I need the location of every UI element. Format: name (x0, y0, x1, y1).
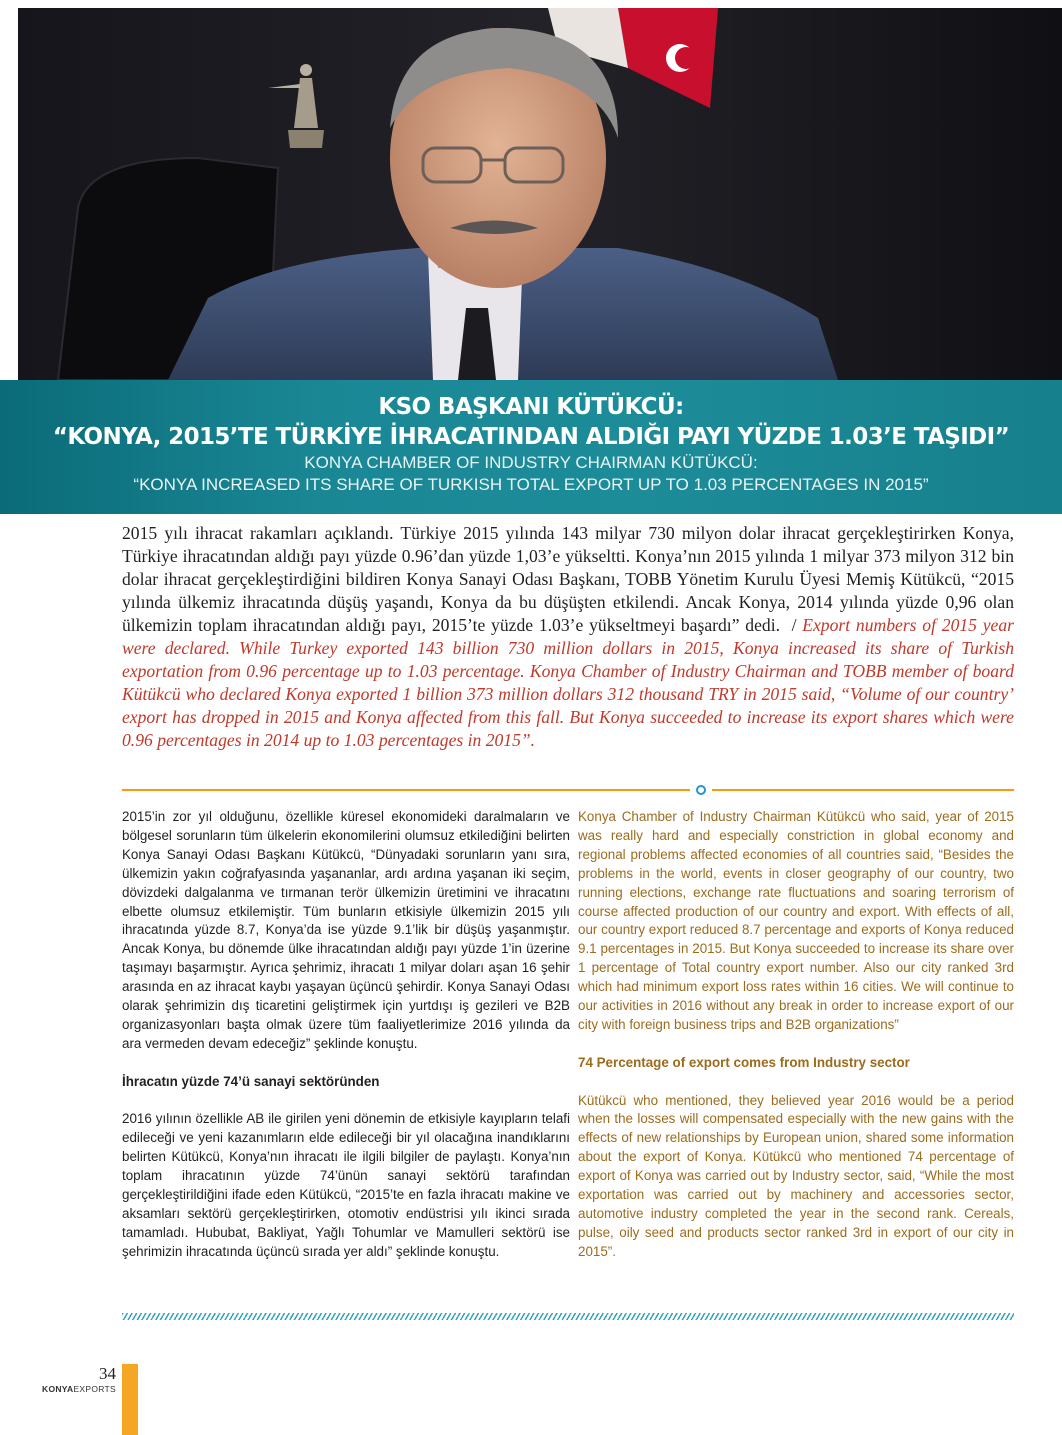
turkish-paragraph-2: 2016 yılının özellikle AB ile girilen yeni dönemin de etkisiyle kayıpların telafi edileceği ve yeni kazanımların elde edileceği bir yıl olacağına inandıklarını belirten Kütükcü, Konya’nın ihracatı ile ilgili bilgiler de paylaştı. Konya’nın toplam ihracatının yüzde 74’ünün sanayi sektörü tarafından gerçekleştirildiğini ifade eden Kütükcü, “2015’te en fazla ihracatı makine ve aksamları sektörü gerçekleştirirken, otomotiv endüstrisi yılı ikinci sırada tamamladı. Hububat, Bakliyat, Yağlı Tohumlar ve Mamulleri sektörü ise şehrimizin ihracatında üçüncü sırada yer aldı” şeklinde konuştu. (122, 1111, 570, 1259)
intro-english: Export numbers of 2015 year were declared. While Turkey exported 143 billion 730 million dollars in 2015, Konya increased its share of Turkish exportation from 0.96 percentage up to 1.03 percentage. Konya Chamber of Industry Chairman and TOBB member of board Kütükcü who declared Konya exported 1 billion 373 million dollars 312 thousand TRY in 2015 said, “Volume of our country’ export has dropped in 2015 and Konya affected from this fall. But Konya succeeded to increase its export shares which were 0.96 percentages in 2014 up to 1.03 percentages in 2015”. (122, 615, 1015, 750)
english-subheading: 74 Percentage of export comes from Industry sector (578, 1054, 910, 1070)
intro-paragraph (122, 522, 1014, 752)
headline-tr-line2: “KONYA, 2015’TE TÜRKİYE İHRACATINDAN ALDIĞI PAYI YÜZDE 1.03’E TAŞIDI” (52, 424, 1010, 450)
turkish-column (122, 808, 570, 1281)
divider-line-left (122, 789, 690, 791)
magazine-name-light: EXPORTS (73, 1384, 116, 1394)
divider-line-right (712, 789, 1014, 791)
intro-separator: / (791, 615, 797, 635)
english-paragraph-2: Kütükcü who mentioned, they believed year 2016 would be a period when the losses will compensated especially with the new gains with the effects of new relationships by European union, shared some information about the export of Konya. Kütükcü who mentioned 74 percentage of export of Konya was carried out by Industry sector, said, “While the most exportation was carried out by machinery and accessories sector, automotive industry completed the year in the second rank. Cereals, pulse, oily seed and products sector ranked 3rd in export of our city in 2015”. (578, 1092, 1014, 1259)
magazine-name-bold: KONYA (42, 1384, 74, 1394)
intro-turkish: 2015 yılı ihracat rakamları açıklandı. Türkiye 2015 yılında 143 milyar 730 milyon dolar ihracat gerçekleştirirken Konya, Türkiye ihracatından aldığı payı yüzde 0.96’dan yüzde 1,03’e yükseltti. Konya’nın 2015 yılında 1 milyar 373 milyon 312 bin dolar ihracat gerçekleştirdiğini bildiren Konya Sanayi Odası Başkanı, TOBB Yönetim Kurulu Üyesi Memiş Kütükcü, “2015 yılında ülkemiz ihracatında düşüş yaşandı, Konya da bu düşüşten etkilendi. Ancak Konya, 2014 yılında yüzde 0,96 olan ülkemizin toplam ihracatından aldığı payı, 2015’te yüzde 1.03’e yükseltmeyi başardı” dedi. (122, 523, 1014, 635)
english-column (578, 808, 1014, 1281)
english-paragraph-1: Konya Chamber of Industry Chairman Kütükcü who said, year of 2015 was really hard and especially constriction in global economy and regional problems affected economies of all countries said, “Besides the problems in the world, events in closer geography of our country, two running elections, exchange rate fluctuations and soaring terrorism of course affected production of our country and export. With effects of all, our country export reduced 8.7 percentage and exports of Konya reduced 9.1 percentages in 2015. But Konya succeeded to increase its share over 1 percentage of Total country export number. Also our city ranked 3rd which had minimum export loss rates within 16 cities. We will continue to our activities in 2016 without any break in order to increase export of our city with foreign business trips and B2B organizations” (578, 809, 1014, 1032)
section-divider (122, 789, 1014, 791)
headline-en-line2: “KONYA INCREASED ITS SHARE OF TURKISH TOTAL EXPORT UP TO 1.03 PERCENTAGES IN 2015” (133, 475, 929, 494)
magazine-name (42, 1384, 116, 1394)
portrait-photo (18, 8, 1062, 380)
turkish-subheading: İhracatın yüzde 74’ü sanayi sektöründen (122, 1073, 380, 1089)
headline-banner (0, 380, 1062, 514)
turkish-paragraph-1: 2015’in zor yıl olduğunu, özellikle küresel ekonomideki daralmaların ve bölgesel sorunların tüm ülkelerin ekonomilerini olumsuz etkilediğini belirten Konya Sanayi Odası Başkanı Kütükcü, “Dünyadaki sorunların yanı sıra, ülkemizin yakın coğrafyasında yaşananlar, ardı ardına yaşanan iki seçim, dövizdeki dalgalanma ve tırmanan terör ülkemizin üretimini ve ihracatını elbette olumsuz etkilemiştir. Tüm bunların etkisiyle ülkemizin 2015 yılı ihracatında yüzde 8.7, Konya’da ise yüzde 9.1’lik bir düşüş yaşanmıştır. Ancak Konya, bu dönemde ülke ihracatından aldığı payı yüzde 1’in üzerine taşımayı başarmıştır. Ayrıca şehrimiz, ihracatı 1 milyar doları aşan 16 şehir arasında en az ihracat kaybı yaşayan üçüncü şehirdir. Konya Sanayi Odası olarak şehrimizin dış ticaretini geliştirmek için yurtdışı iş gezileri ve B2B organizasyonları başta olmak üzere tüm faaliyetlerimize 2016 yılında da ara vermeden devam edeceğiz” şeklinde konuştu. (122, 809, 570, 1051)
hatched-rule (122, 1313, 1014, 1320)
page-number: 34 (99, 1364, 116, 1383)
divider-dot-icon (696, 785, 706, 795)
headline-en-line1: KONYA CHAMBER OF INDUSTRY CHAIRMAN KÜTÜKCÜ: (304, 453, 758, 472)
page-tab-accent (122, 1364, 138, 1435)
portrait-illustration (18, 8, 1062, 380)
headline-tr-line1: KSO BAŞKANI KÜTÜKCÜ: (378, 394, 684, 420)
